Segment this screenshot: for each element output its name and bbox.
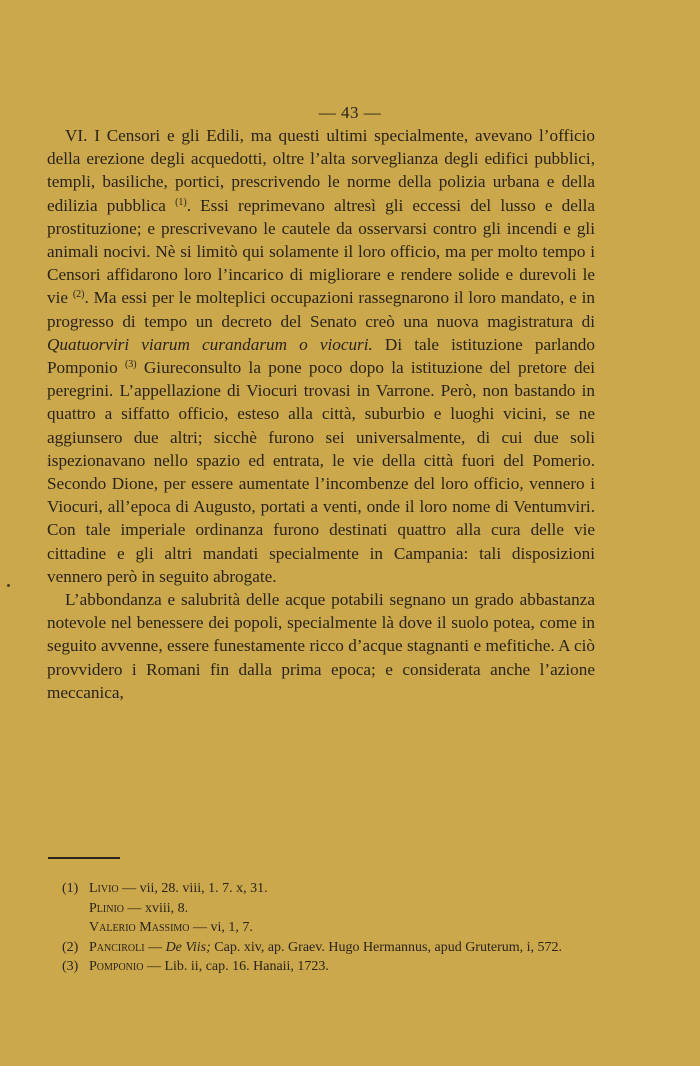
footnote-1-number: (1) <box>62 881 79 896</box>
footnote-2 <box>47 938 595 958</box>
page-number: — 43 — <box>318 103 382 122</box>
footnote-2-separator: — <box>144 939 166 955</box>
footnote-1-line-2 <box>47 899 595 919</box>
paragraph-1-part-e: Giureconsulto la pone poco dopo la istituzione del pretore dei peregrini. L’appellazione di Viocuri trovasi in Varrone. Però, non bastando in quattro a siffatto officio, esteso alla città, suburbio e luoghi vicini, se ne aggiunsero due altri; sicchè furono sei universalmente, di cui due soli ispezionavano nello spazio ed entrata, le vie della città fuori del Pomerio. Secondo Dione, per essere aumentate l’incombenze del loro officio, vennero i Viocuri, all’epoca di Augusto, portati a venti, onde il loro nome di Ventumviri. Con tale imperiale ordinanza furono destinati quattro alla cura delle vie cittadine e gli altri mandati specialmente in Campania: tali disposizioni vennero però in seguito abrogate. <box>47 358 595 586</box>
footnote-1-citation-2: — xviii, 8. <box>124 900 189 916</box>
main-text <box>47 124 595 704</box>
footnote-1-author-1: Livio <box>89 881 119 896</box>
footnote-3-citation: — Lib. ii, cap. 16. Hanaii, 1723. <box>143 959 329 975</box>
footnote-1-citation-3: — vi, 1, 7. <box>189 920 253 936</box>
paragraph-2: L’abbondanza e salubrità delle acque potabili segnano un grado abbastanza notevole nel benessere dei popoli, specialmente là dove il suolo potea, come in seguito avvenne, essere funestamente ricco d’acque stagnanti e mefitiche. A ciò provvidero i Romani fin dalla prima epoca; e considerata anche l’azione meccanica, <box>47 590 595 702</box>
paragraph-1-part-b: . Essi reprimevano altresì gli eccessi del lusso e della prostituzione; e prescrivevano le cautele da osservarsi contro gli incendi e gli animali nocivi. Nè si limitò qui solamente il loro officio, ma per molto tempo i Censori affidarono loro l’incarico di migliorare e rendere solide e durevoli le vie <box>47 195 596 308</box>
footnote-2-number: (2) <box>62 939 79 955</box>
footnote-ref-1: (1) <box>175 196 187 208</box>
magistracy-latin-title: Quatuorviri viarum curandarum o viocuri. <box>47 334 373 354</box>
footnote-ref-3: (3) <box>124 359 137 371</box>
footnote-3 <box>47 957 595 977</box>
footnote-1-citation-1: — vii, 28. viii, 1. 7. x, 31. <box>118 881 268 896</box>
footnote-3-number: (3) <box>62 959 79 975</box>
footnote-2-author: Panciroli <box>89 939 145 955</box>
paragraph-1-part-d: Di tale istituzione parlando Pomponio <box>47 334 595 378</box>
footnote-ref-2: (2) <box>72 289 85 301</box>
footnote-2-citation: Cap. xiv, ap. Graev. Hugo Hermannus, apud Gruterum, i, 572. <box>210 939 563 955</box>
paragraph-1-part-a: VI. I Censori e gli Edili, ma questi ultimi specialmente, avevano l’officio della erezione degli acquedotti, oltre l’alta sorveglianza degli edifici pubblici, templi, basiliche, portici, prescrivendo le norme della polizia urbana e della edilizia pubblica <box>47 126 595 215</box>
footnote-3-author: Pomponio <box>89 959 144 975</box>
footnote-1-author-3: Valerio Massimo <box>89 920 190 936</box>
footnote-divider <box>48 857 120 859</box>
margin-speck <box>7 584 10 587</box>
footnote-1-line-1 <box>47 879 595 899</box>
footnote-1-line-3 <box>47 918 595 938</box>
paragraph-1 <box>47 124 595 588</box>
footnote-1-author-2: Plinio <box>89 900 124 916</box>
footnotes <box>47 879 595 977</box>
footnote-2-title: De Viis; <box>165 939 211 955</box>
paragraph-1-part-c: . Ma essi per le molteplici occupazioni rassegnarono il loro mandato, e in progresso di tempo un decreto del Senato creò una nuova magistratura di <box>47 288 595 331</box>
